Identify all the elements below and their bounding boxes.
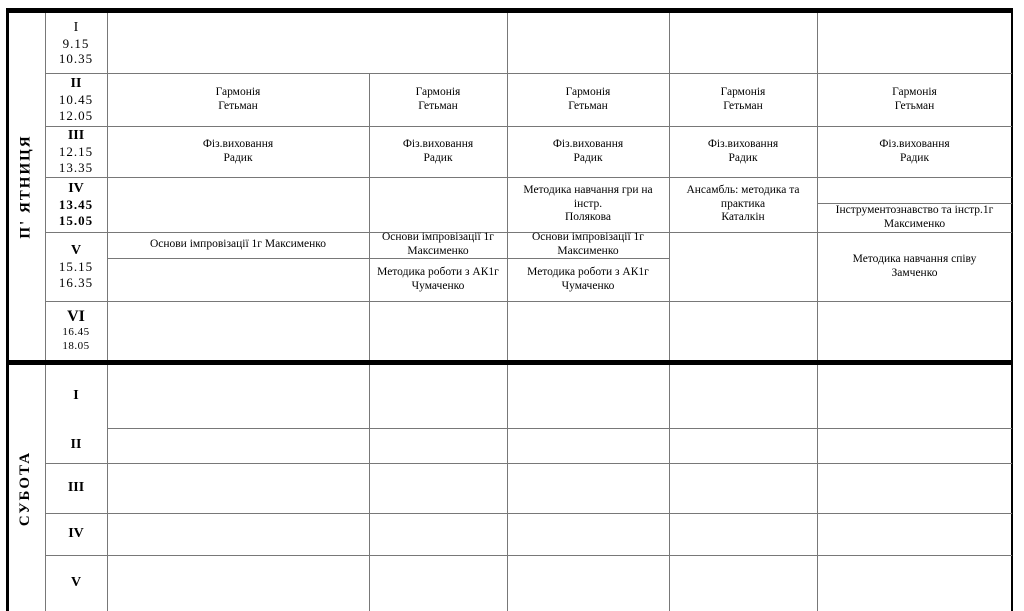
lesson-subject: Гармонія [415, 85, 461, 98]
period-cell-friday-3 [45, 126, 107, 177]
period-start: 16.45 [62, 325, 90, 338]
period-end: 16.35 [58, 274, 94, 290]
lesson-teacher: Гетьман [218, 99, 258, 112]
gridline-h [45, 513, 1012, 514]
period-number: IV [68, 525, 84, 541]
period-start: 15.15 [58, 259, 94, 275]
lesson-cell [507, 126, 669, 177]
lesson-teacher: Радик [423, 151, 453, 164]
period-number: III [67, 128, 85, 144]
lesson-subject: Гармонія [565, 85, 611, 98]
period-number: V [70, 243, 82, 259]
lesson-subject: Гармонія [720, 85, 766, 98]
gridline-v [107, 13, 108, 360]
lesson-subject: Фіз.виховання [707, 137, 779, 150]
period-end: 18.05 [62, 339, 90, 352]
gridline-v [669, 365, 670, 611]
period-number: I [73, 388, 79, 404]
lesson-subject: Гармонія [215, 85, 261, 98]
lesson-teacher: Полякова [564, 211, 612, 224]
lesson-teacher: Гетьман [568, 99, 608, 112]
lesson-cell [817, 203, 1012, 232]
lesson-subject: Фіз.виховання [202, 137, 274, 150]
day-row-saturday [7, 365, 45, 611]
lesson-subject: Інструментознавство та інстр.1г [835, 203, 994, 216]
lesson-subject: Фіз.виховання [879, 137, 950, 150]
lesson-cell [369, 258, 507, 301]
lesson-teacher: Максименко [557, 245, 619, 257]
period-start: 9.15 [62, 35, 90, 51]
lesson-cell [107, 232, 369, 258]
period-number: I [73, 19, 79, 35]
lesson-cell [817, 73, 1012, 126]
lesson-subject: Основи імпровізації 1г [149, 238, 262, 251]
lesson-subject: Методика роботи з АК1г [377, 265, 499, 278]
lesson-subject: Гармонія [892, 85, 937, 98]
period-cell-saturday-3 [45, 463, 107, 513]
period-number: II [70, 437, 82, 453]
lesson-cell [817, 232, 1012, 301]
lesson-subject: Методика роботи з АК1г [527, 265, 649, 278]
lesson-subject: Основи імпровізації 1г [531, 231, 645, 244]
lesson-teacher: Радик [223, 151, 253, 164]
gridline-h [45, 463, 1012, 464]
period-number: III [67, 479, 85, 495]
lesson-teacher: Максименко [407, 245, 469, 257]
lesson-teacher: Радик [728, 151, 758, 164]
gridline-v [507, 365, 508, 611]
gridline-v [369, 365, 370, 611]
lesson-teacher: Максименко [264, 238, 327, 251]
lesson-cell [817, 126, 1012, 177]
period-cell-friday-2 [45, 73, 107, 126]
lesson-teacher: Гетьман [723, 99, 763, 112]
lesson-teacher: Замченко [891, 266, 938, 279]
day-label-saturday: СУБОТА [17, 450, 34, 526]
lesson-teacher: Радик [899, 151, 930, 164]
period-cell-saturday-5 [45, 555, 107, 611]
lesson-teacher: Гетьман [418, 99, 458, 112]
period-number: VI [67, 307, 85, 325]
lesson-cell [669, 177, 817, 232]
period-start: 13.45 [58, 197, 94, 213]
period-cell-friday-4 [45, 177, 107, 232]
gridline-v [817, 13, 818, 360]
gridline-v [107, 365, 108, 611]
lesson-cell [369, 126, 507, 177]
lesson-subject: Фіз.виховання [552, 137, 624, 150]
period-cell-saturday-2 [45, 428, 107, 463]
period-cell-friday-1 [45, 13, 107, 73]
gridline-h [107, 428, 1012, 429]
period-end: 10.35 [58, 51, 94, 67]
period-cell-saturday-1 [45, 365, 107, 428]
period-cell-friday-6 [45, 301, 107, 360]
lesson-teacher: Чумаченко [561, 279, 615, 292]
table-top-border [6, 8, 1013, 13]
period-start: 12.15 [58, 144, 94, 160]
period-end: 12.05 [58, 107, 94, 123]
gridline-h [45, 555, 1012, 556]
lesson-subject: Фіз.виховання [402, 137, 474, 150]
gridline-v [817, 365, 818, 611]
lesson-cell [107, 126, 369, 177]
lesson-teacher: Каталкін [721, 211, 765, 224]
lesson-cell [507, 232, 669, 258]
gridline-h [45, 301, 1012, 302]
day-row-friday [7, 13, 45, 360]
lesson-cell [669, 73, 817, 126]
period-end: 13.35 [58, 159, 94, 175]
lesson-cell [507, 177, 669, 232]
lesson-cell [369, 232, 507, 258]
lesson-cell [507, 73, 669, 126]
lesson-teacher: Чумаченко [411, 279, 465, 292]
lesson-teacher: Радик [573, 151, 603, 164]
day-separator-border [6, 360, 1013, 365]
period-start: 10.45 [58, 92, 94, 108]
day-label-friday: П' ЯТНИЦЯ [17, 134, 34, 239]
lesson-cell [669, 126, 817, 177]
period-cell-saturday-4 [45, 513, 107, 555]
lesson-cell [107, 73, 369, 126]
period-end: 15.05 [58, 212, 94, 228]
lesson-subject: Методика навчання гри на інстр. [523, 184, 653, 210]
lesson-cell [507, 258, 669, 301]
lesson-subject: Ансамбль: методика та практика [686, 184, 800, 210]
period-cell-friday-5 [45, 232, 107, 301]
lesson-cell [369, 73, 507, 126]
period-number: II [70, 76, 82, 92]
lesson-teacher: Максименко [883, 217, 946, 230]
lesson-subject: Методика навчання співу [852, 252, 977, 265]
lesson-teacher: Гетьман [894, 99, 935, 112]
lesson-subject: Основи імпровізації 1г [381, 231, 495, 244]
period-number: V [70, 574, 82, 590]
period-number: IV [68, 181, 84, 197]
